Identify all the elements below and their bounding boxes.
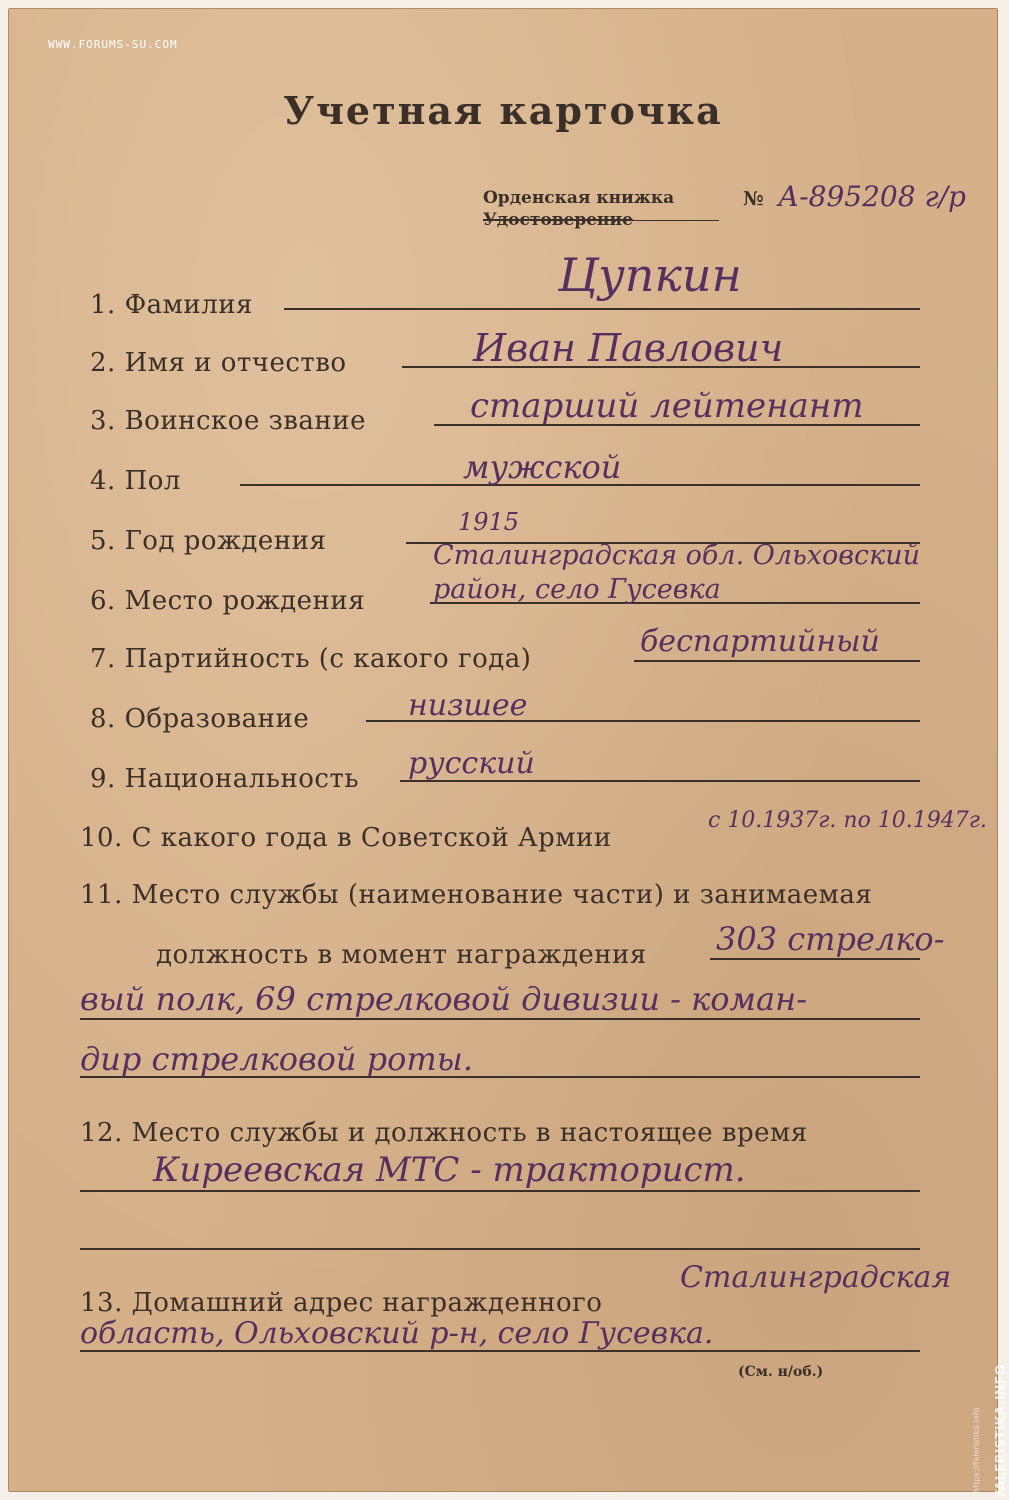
book-label: Орденская книжка [483, 188, 675, 208]
field-nationality-value: русский [408, 746, 535, 781]
book-type-block [483, 188, 674, 230]
field-service-label-2: должность в момент награждения [156, 940, 647, 970]
field-nationality-label: 9. Национальность [90, 764, 360, 794]
field-rank-value: старший лейтенант [470, 386, 864, 426]
book-number-label: № [743, 188, 764, 210]
field-surname-label: 1. Фамилия [90, 290, 253, 320]
field-service-label-1: 11. Место службы (наименование части) и занимаемая [80, 880, 873, 910]
field-birthplace-value-1: Сталинградская обл. Ольховский [433, 540, 921, 571]
field-current-label: 12. Место службы и должность в настоящее время [80, 1118, 808, 1148]
field-current-line-2 [80, 1248, 920, 1250]
watermark-side-url: https://faleristika.info [972, 1407, 981, 1493]
book-label-struck: Удостоверение [483, 210, 633, 230]
field-party-line [634, 660, 920, 662]
field-birthplace-label: 6. Место рождения [90, 586, 366, 616]
field-party-value: беспартийный [640, 624, 880, 659]
field-party-label: 7. Партийность (с какого года) [90, 644, 532, 674]
card-title: Учетная карточка [283, 88, 723, 133]
field-birthyear-label: 5. Год рождения [90, 526, 327, 556]
field-name-value: Иван Павлович [473, 326, 784, 370]
field-name-label: 2. Имя и отчество [90, 348, 347, 378]
watermark-side: FALERISTIKA.INFO [994, 1364, 1009, 1498]
book-label-rule [483, 220, 719, 221]
field-service-value-3: дир стрелковой роты. [80, 1040, 473, 1078]
field-service-value-1: 303 стрелко- [716, 920, 945, 958]
field-sex-label: 4. Пол [90, 466, 181, 496]
field-address-value-1: Сталинградская [680, 1260, 952, 1295]
field-current-value: Киреевская МТС - тракторист. [153, 1150, 746, 1190]
field-army-value: с 10.1937г. по 10.1947г. [708, 808, 987, 833]
see-overleaf-note: (См. н/об.) [738, 1364, 824, 1380]
field-birthplace-value-2: район, село Гусевка [433, 574, 721, 605]
field-sex-value: мужской [463, 448, 622, 486]
field-birthyear-value: 1915 [458, 508, 520, 536]
field-army-label: 10. С какого года в Советской Армии [80, 823, 612, 853]
field-address-label: 13. Домашний адрес награжденного [80, 1288, 603, 1318]
award-record-card [8, 8, 1009, 1498]
field-surname-value: Цупкин [558, 248, 742, 302]
field-education-label: 8. Образование [90, 704, 310, 734]
book-number-value: А-895208 г/р [778, 180, 966, 213]
field-current-line-1 [80, 1190, 920, 1192]
field-rank-label: 3. Воинское звание [90, 406, 366, 436]
field-service-value-2: вый полк, 69 стрелковой дивизии - коман- [80, 980, 807, 1018]
field-education-value: низшее [408, 688, 528, 723]
field-address-value-2: область, Ольховский р-н, село Гусевка. [80, 1316, 714, 1351]
watermark-top: WWW.FORUMS-SU.COM [48, 38, 178, 51]
field-service-line-2 [80, 1018, 920, 1020]
field-surname-line [284, 308, 920, 310]
field-service-line-1 [710, 958, 920, 960]
